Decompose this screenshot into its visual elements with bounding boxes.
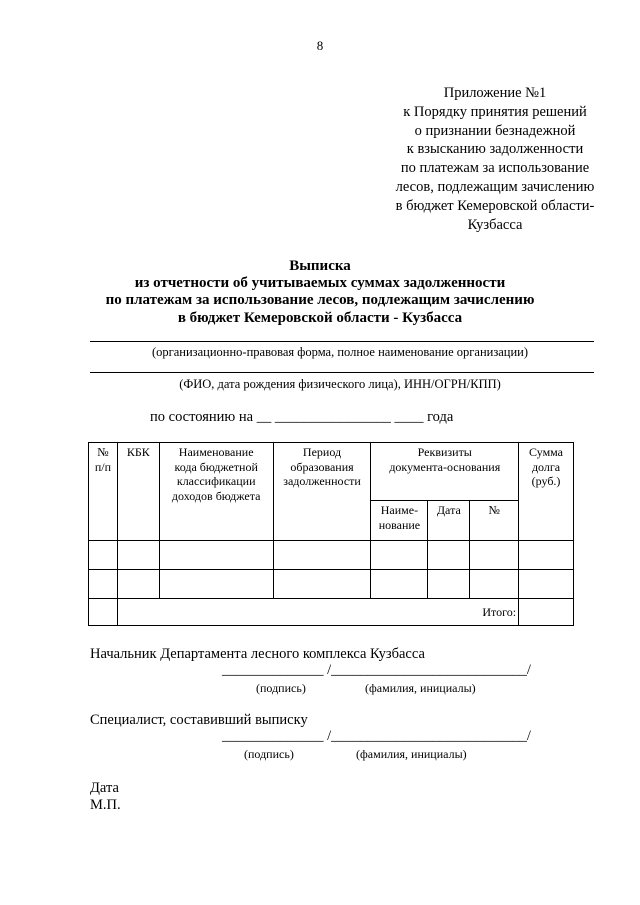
table-cell[interactable] (428, 541, 470, 570)
header-sum: Сумма долга (руб.) (519, 443, 574, 541)
table-row (89, 570, 574, 599)
table-cell[interactable] (273, 570, 371, 599)
appendix-line: к взысканию задолженности (406, 141, 584, 158)
total-label: Итого: (117, 599, 518, 626)
table-cell[interactable] (428, 570, 470, 599)
table-row (89, 541, 574, 570)
footer (90, 780, 121, 814)
title-line: в бюджет Кемеровской области - Кузбасса (177, 309, 463, 326)
debt-table (88, 442, 574, 626)
table-cell[interactable] (371, 570, 428, 599)
table-cell[interactable] (89, 570, 118, 599)
title-line: Выписка (289, 258, 351, 274)
header-requisite-date: Дата (428, 501, 470, 541)
signature-line[interactable]: ______________ /___________________________/ (222, 662, 531, 678)
table-cell[interactable] (470, 541, 519, 570)
appendix-line: о признании безнадежной (414, 122, 576, 139)
name-initials-label: (фамилия, инициалы) (365, 681, 476, 695)
appendix-line: Приложение №1 (443, 85, 547, 101)
as-of-date-line[interactable]: по состоянию на __ ________________ ____ года (150, 409, 454, 425)
date-label: Дата (90, 780, 119, 796)
header-requisite-number: № (470, 501, 519, 541)
table-cell[interactable] (273, 541, 371, 570)
total-sum-cell[interactable] (519, 599, 574, 626)
title-line: из отчетности об учитываемых суммах задолженности (134, 275, 506, 292)
appendix-line: к Порядку принятия решений (403, 103, 587, 120)
header-number: № п/п (89, 443, 118, 541)
table-cell[interactable] (159, 570, 273, 599)
person-line[interactable] (90, 372, 594, 373)
signature-label: (подпись) (244, 747, 294, 761)
page-number: 8 (316, 38, 324, 53)
table-cell[interactable] (117, 570, 159, 599)
organization-caption: (организационно-правовая форма, полное наименование организации) (151, 345, 529, 359)
person-caption: (ФИО, дата рождения физического лица), ИНН/ОГРН/КПП) (179, 377, 501, 391)
header-requisite-name: Наиме- нование (371, 501, 428, 541)
header-requisites: Реквизиты документа-основания (371, 443, 519, 501)
appendix-line: лесов, подлежащим зачислению (395, 178, 595, 195)
table-cell[interactable] (470, 570, 519, 599)
title-line: по платежам за использование лесов, подлежащим зачислению (105, 292, 535, 309)
signature-label: (подпись) (256, 681, 306, 695)
table-cell[interactable] (89, 599, 118, 626)
table-cell[interactable] (371, 541, 428, 570)
appendix-line: в бюджет Кемеровской области- (395, 197, 595, 214)
signature-line[interactable]: ______________ /___________________________/ (222, 728, 531, 744)
header-kbk: КБК (117, 443, 159, 541)
table-cell[interactable] (89, 541, 118, 570)
header-code-name: Наименование кода бюджетной классификации доходов бюджета (159, 443, 273, 541)
stamp-label: М.П. (90, 797, 121, 813)
appendix-line: по платежам за использование (400, 160, 590, 177)
table-cell[interactable] (519, 541, 574, 570)
document-title (80, 258, 560, 327)
signature-title: Специалист, составивший выписку (90, 712, 308, 728)
table-cell[interactable] (159, 541, 273, 570)
header-period: Период образования задолженности (273, 443, 371, 541)
name-initials-label: (фамилия, инициалы) (356, 747, 467, 761)
table-total-row (89, 599, 574, 626)
organization-line[interactable] (90, 341, 594, 342)
appendix-line: Кузбасса (467, 216, 523, 233)
table-cell[interactable] (117, 541, 159, 570)
table-cell[interactable] (519, 570, 574, 599)
signature-title: Начальник Департамента лесного комплекса Кузбасса (90, 646, 425, 662)
appendix-reference (360, 84, 630, 234)
